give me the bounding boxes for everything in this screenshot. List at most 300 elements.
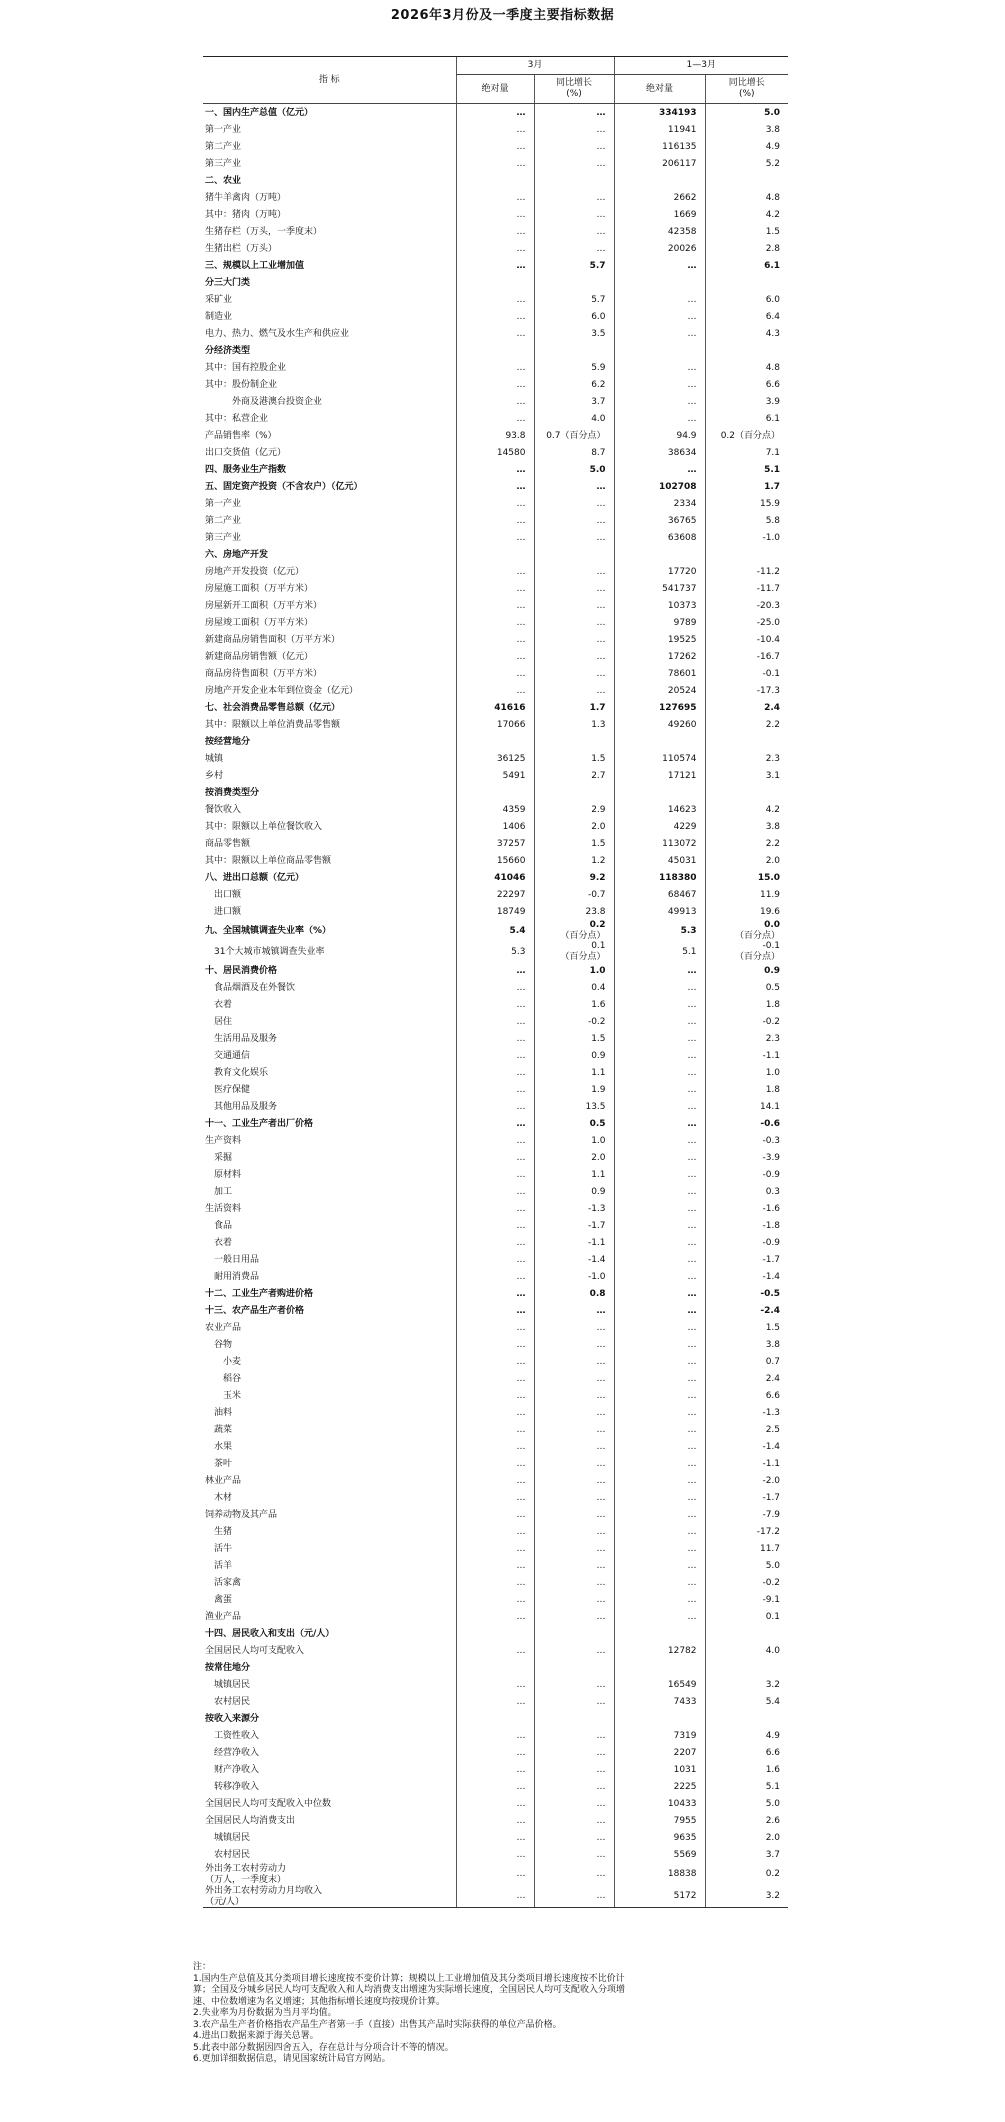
ytd-yoy-cell: -1.6 [705,1200,788,1217]
row-label: 七、社会消费品零售总额（亿元） [205,702,341,713]
row-label: 一般日用品 [205,1254,260,1265]
ytd-absolute-cell: 5172 [614,1885,705,1908]
ytd-yoy-cell: -1.3 [705,1404,788,1421]
table-row [203,1472,788,1489]
ytd-absolute-cell: 20026 [614,240,705,257]
ytd-yoy-cell [705,1710,788,1727]
row-label: 教育文化娱乐 [205,1067,269,1078]
ytd-absolute-cell: … [614,376,705,393]
row-label: 产品销售率（%） [205,430,277,441]
ytd-yoy-cell [705,1659,788,1676]
ytd-absolute-cell: … [614,1234,705,1251]
month-yoy-cell: -1.7 [534,1217,614,1234]
table-row [203,1676,788,1693]
ytd-absolute-cell: 10433 [614,1795,705,1812]
ytd-absolute-cell: 541737 [614,580,705,597]
month-yoy-cell: -1.3 [534,1200,614,1217]
ytd-yoy-cell [705,342,788,359]
row-label: 耐用消费品 [205,1271,260,1282]
ytd-absolute-cell: 7433 [614,1693,705,1710]
table-row [203,1302,788,1319]
ytd-absolute-cell: 113072 [614,835,705,852]
month-yoy-cell: … [534,495,614,512]
ytd-absolute-cell: … [614,1557,705,1574]
month-yoy-cell: … [534,614,614,631]
month-group-header: 3月 [456,57,614,75]
month-absolute-cell: … [456,529,534,546]
ytd-yoy-cell: 2.3 [705,1030,788,1047]
table-row [203,750,788,767]
table-row [203,274,788,291]
row-label: 三、规模以上工业增加值 [205,260,305,271]
month-yoy-cell: … [534,1353,614,1370]
ytd-yoy-cell: 1.5 [705,1319,788,1336]
month-yoy-cell: 1.2 [534,852,614,869]
table-row [203,1166,788,1183]
month-absolute-cell: … [456,206,534,223]
month-yoy-cell: 1.7 [534,699,614,716]
month-absolute-cell: … [456,1115,534,1132]
ytd-yoy-cell: 7.1 [705,444,788,461]
row-label: 采矿业 [205,294,233,305]
table-row [203,1013,788,1030]
footnote-line: 注： [193,1962,212,1972]
ytd-absolute-cell: … [614,1064,705,1081]
month-yoy-cell: 1.1 [534,1166,614,1183]
table-row [203,665,788,682]
month-absolute-cell: … [456,1081,534,1098]
month-absolute-cell: … [456,376,534,393]
ytd-absolute-cell: … [614,1081,705,1098]
month-absolute-cell: … [456,1234,534,1251]
month-yoy-cell [534,1710,614,1727]
month-yoy-cell: … [534,223,614,240]
ytd-yoy-cell: 2.6 [705,1812,788,1829]
ytd-yoy-cell: 4.9 [705,138,788,155]
ytd-absolute-cell: … [614,308,705,325]
month-yoy-cell: 1.9 [534,1081,614,1098]
row-label: 五、固定资产投资（不含农户）（亿元） [205,481,363,492]
ytd-yoy-cell: 0.2 [705,1863,788,1885]
ytd-yoy-cell: -9.1 [705,1591,788,1608]
month-absolute-cell: … [456,291,534,308]
ytd-absolute-cell [614,274,705,291]
ytd-absolute-cell: 102708 [614,478,705,495]
table-row [203,1642,788,1659]
ytd-yoy-cell: 4.2 [705,801,788,818]
ytd-absolute-cell: 110574 [614,750,705,767]
month-absolute-cell: … [456,121,534,138]
month-yoy-cell: … [534,1778,614,1795]
month-yoy-cell: … [534,1812,614,1829]
ytd-absolute-cell: 45031 [614,852,705,869]
month-absolute-cell [456,733,534,750]
month-absolute-cell: … [456,1795,534,1812]
month-yoy-cell: … [534,1608,614,1625]
table-row [203,1353,788,1370]
month-absolute-cell: 5.3 [456,941,534,962]
ytd-yoy-cell: 11.7 [705,1540,788,1557]
ytd-absolute-cell: … [614,1336,705,1353]
ytd-absolute-cell: 78601 [614,665,705,682]
table-row [203,1387,788,1404]
row-label: 医疗保健 [205,1084,251,1095]
table-row [203,1319,788,1336]
month-absolute-cell: 22297 [456,886,534,903]
ytd-absolute-cell: 68467 [614,886,705,903]
table-row [203,1506,788,1523]
month-yoy-cell: … [534,1727,614,1744]
ytd-absolute-cell: … [614,325,705,342]
ytd-absolute-cell: … [614,1200,705,1217]
row-label: 全国居民人均消费支出 [205,1815,296,1826]
month-yoy-cell: … [534,1885,614,1908]
month-yoy-cell: -0.2 [534,1013,614,1030]
ytd-yoy-cell: 4.9 [705,1727,788,1744]
ytd-yoy-cell: 5.0 [705,104,788,122]
table-row [203,1064,788,1081]
table-row [203,189,788,206]
table-row [203,1115,788,1132]
footnote-line: 3.农产品生产者价格指农产品生产者第一手（直接）出售其产品时实际获得的单位产品价格。 [193,2019,562,2030]
month-yoy-cell: 3.7 [534,393,614,410]
table-row [203,1438,788,1455]
row-label: 商品零售额 [205,838,251,849]
table-row [203,767,788,784]
month-yoy-cell: 1.6 [534,996,614,1013]
ytd-absolute-cell: 16549 [614,1676,705,1693]
ytd-absolute-cell: … [614,1404,705,1421]
month-absolute-cell: … [456,1455,534,1472]
ytd-yoy-cell: -0.9 [705,1166,788,1183]
table-row [203,648,788,665]
table-row [203,1608,788,1625]
ytd-yoy-cell: -16.7 [705,648,788,665]
month-absolute-cell: … [456,1166,534,1183]
row-label: 转移净收入 [205,1781,260,1792]
month-absolute-cell: 4359 [456,801,534,818]
ytd-absolute-cell: … [614,996,705,1013]
table-row [203,1710,788,1727]
ytd-yoy-cell: 1.8 [705,1081,788,1098]
ytd-yoy-cell: 11.9 [705,886,788,903]
table-row [203,682,788,699]
row-label: 一、国内生产总值（亿元） [205,107,314,118]
row-label: 进口额 [205,906,242,917]
table-row [203,1744,788,1761]
row-label: 工资性收入 [205,1730,260,1741]
row-label: 二、农业 [205,175,242,186]
ytd-absolute-cell: 2662 [614,189,705,206]
ytd-absolute-cell: … [614,1319,705,1336]
month-yoy-cell: 9.2 [534,869,614,886]
row-label: 其中：猪肉（万吨） [205,209,287,220]
ytd-yoy-cell: 3.7 [705,1846,788,1863]
ytd-yoy-cell: 5.2 [705,155,788,172]
ytd-yoy-cell: -0.9 [705,1234,788,1251]
ytd-yoy-cell: 5.1 [705,461,788,478]
row-label: 出口交货值（亿元） [205,447,287,458]
ytd-yoy-cell: 2.2 [705,716,788,733]
month-absolute-cell: … [456,1319,534,1336]
month-absolute-cell: … [456,1251,534,1268]
month-yoy-cell: … [534,1336,614,1353]
ytd-yoy-cell: 3.8 [705,121,788,138]
ytd-absolute-cell: 2207 [614,1744,705,1761]
ytd-yoy-cell: 2.4 [705,1370,788,1387]
row-label: 十、居民消费价格 [205,965,278,976]
month-absolute-cell [456,1710,534,1727]
table-row [203,1885,788,1908]
month-yoy-cell: 0.7（百分点） [534,427,614,444]
ytd-yoy-cell: -7.9 [705,1506,788,1523]
row-label: 居住 [205,1016,233,1027]
ytd-absolute-cell: … [614,1030,705,1047]
ytd-absolute-cell [614,1659,705,1676]
row-label: 十二、工业生产者购进价格 [205,1288,314,1299]
row-label: 谷物 [205,1339,233,1350]
table-row [203,1795,788,1812]
month-yoy-cell: 0.4 [534,979,614,996]
row-label: 生产资料 [205,1135,242,1146]
month-absolute-cell: 37257 [456,835,534,852]
ytd-yoy-cell: 2.8 [705,240,788,257]
month-yoy-cell: … [534,121,614,138]
row-label: 第一产业 [205,498,242,509]
row-label: 全国居民人均可支配收入中位数 [205,1798,332,1809]
ytd-yoy-cell: 6.1 [705,257,788,274]
ytd-absolute-cell: … [614,393,705,410]
table-row [203,979,788,996]
footnote-line: 6.更加详细数据信息，请见国家统计局官方网站。 [193,2054,391,2064]
month-absolute-cell [456,172,534,189]
ytd-absolute-cell: … [614,1047,705,1064]
ytd-yoy-cell: 6.6 [705,376,788,393]
row-label: 房地产开发企业本年到位资金（亿元） [205,685,359,696]
month-absolute-cell: 36125 [456,750,534,767]
row-label: 分经济类型 [205,345,251,356]
ytd-absolute-cell: 1031 [614,1761,705,1778]
ytd-absolute-cell: 10373 [614,597,705,614]
row-label: 六、房地产开发 [205,549,269,560]
month-yoy-cell: 6.0 [534,308,614,325]
table-row [203,1200,788,1217]
month-absolute-cell: … [456,1353,534,1370]
footnote-line: 速、中位数增速为名义增速；其他指标增长速度均按现价计算。 [193,1996,446,2007]
table-row [203,1268,788,1285]
ytd-yoy-cell: 1.5 [705,223,788,240]
table-row [203,223,788,240]
month-absolute-cell: … [456,1591,534,1608]
month-absolute-cell: … [456,665,534,682]
row-label: 财产净收入 [205,1764,260,1775]
month-absolute-cell [456,1625,534,1642]
month-yoy-cell: … [534,138,614,155]
row-label: 玉米 [205,1390,242,1401]
ytd-absolute-cell: … [614,1472,705,1489]
row-label: 其中：国有控股企业 [205,362,287,373]
ytd-absolute-cell [614,342,705,359]
ytd-yoy-cell: 6.6 [705,1744,788,1761]
row-label: 十三、农产品生产者价格 [205,1305,305,1316]
ytd-absolute-cell: … [614,1251,705,1268]
ytd-absolute-cell: … [614,1115,705,1132]
ytd-absolute-cell [614,1710,705,1727]
month-absolute-cell: … [456,1540,534,1557]
ytd-absolute-cell: 116135 [614,138,705,155]
ytd-absolute-cell: 19525 [614,631,705,648]
month-absolute-cell: 93.8 [456,427,534,444]
ytd-absolute-cell: … [614,1183,705,1200]
ytd-absolute-cell: … [614,1608,705,1625]
row-label: 其他用品及服务 [205,1101,278,1112]
row-label: 活羊 [205,1560,233,1571]
ytd-yoy-cell: 2.2 [705,835,788,852]
month-absolute-cell: 5.4 [456,920,534,941]
table-row [203,1591,788,1608]
ytd-yoy-cell [705,274,788,291]
ytd-yoy-cell: -0.2 [705,1574,788,1591]
month-yoy-cell: … [534,631,614,648]
ytd-yoy-cell: -17.3 [705,682,788,699]
month-yoy-cell: … [534,1455,614,1472]
month-yoy-cell: … [534,665,614,682]
month-yoy-cell [534,1659,614,1676]
month-yoy-cell: … [534,529,614,546]
ytd-yoy-cell: 3.1 [705,767,788,784]
ytd-yoy-cell: 1.7 [705,478,788,495]
table-row [203,1812,788,1829]
ytd-absolute-cell: 36765 [614,512,705,529]
table-row [203,546,788,563]
month-yoy-header: 同比增长 (%) [534,75,614,104]
month-absolute-cell: … [456,104,534,122]
ytd-absolute-cell: 17720 [614,563,705,580]
month-absolute-cell: 41616 [456,699,534,716]
row-label: 城镇居民 [205,1679,251,1690]
ytd-absolute-cell: 49913 [614,903,705,920]
row-label: 第二产业 [205,141,242,152]
row-label: 衣着 [205,999,233,1010]
row-label: 经营净收入 [205,1747,260,1758]
ytd-yoy-cell: 0.1 [705,1608,788,1625]
ytd-yoy-cell: -1.8 [705,1217,788,1234]
month-yoy-cell: 1.5 [534,750,614,767]
row-label: 第一产业 [205,124,242,135]
ytd-yoy-cell: 0.2（百分点） [705,427,788,444]
month-absolute-cell: … [456,1200,534,1217]
row-label: 电力、热力、燃气及水生产和供应业 [205,328,350,339]
month-absolute-cell [456,784,534,801]
row-label: 31个大城市城镇调查失业率 [205,946,325,957]
ytd-absolute-cell: 5.3 [614,920,705,941]
footnotes [193,1962,793,2066]
ytd-absolute-cell: 49260 [614,716,705,733]
indicators-table [203,56,788,1908]
month-absolute-cell: … [456,155,534,172]
month-absolute-cell: … [456,1574,534,1591]
ytd-yoy-cell: 6.1 [705,410,788,427]
month-yoy-cell: … [534,1761,614,1778]
table-row [203,121,788,138]
ytd-yoy-cell: 5.4 [705,1693,788,1710]
ytd-absolute-cell: … [614,1438,705,1455]
table-row [203,1659,788,1676]
month-absolute-cell: … [456,240,534,257]
row-label: 稻谷 [205,1373,242,1384]
table-row [203,1370,788,1387]
ytd-yoy-cell: 3.2 [705,1676,788,1693]
month-absolute-cell: … [456,1778,534,1795]
month-yoy-cell: … [534,1370,614,1387]
month-absolute-cell: … [456,1608,534,1625]
month-yoy-cell: … [534,1489,614,1506]
row-label: 原材料 [205,1169,242,1180]
ytd-yoy-header: 同比增长 (%) [705,75,788,104]
row-label: 食品 [205,1220,233,1231]
ytd-absolute-cell: … [614,962,705,979]
month-absolute-cell: … [456,1829,534,1846]
ytd-absolute-cell: … [614,1217,705,1234]
table-row [203,941,788,962]
ytd-yoy-cell: -0.5 [705,1285,788,1302]
ytd-absolute-cell: 2225 [614,1778,705,1795]
ytd-absolute-cell: … [614,461,705,478]
ytd-absolute-cell: … [614,257,705,274]
month-absolute-cell [456,1659,534,1676]
month-absolute-cell: 1406 [456,818,534,835]
row-label: 禽蛋 [205,1594,233,1605]
month-absolute-cell: … [456,1846,534,1863]
table-row [203,1030,788,1047]
month-yoy-cell: … [534,648,614,665]
month-absolute-header: 绝对量 [456,75,534,104]
table-row [203,563,788,580]
table-row [203,784,788,801]
ytd-yoy-cell: -2.0 [705,1472,788,1489]
ytd-yoy-cell: -1.7 [705,1489,788,1506]
table-row [203,1540,788,1557]
ytd-yoy-cell: -1.7 [705,1251,788,1268]
ytd-yoy-cell [705,733,788,750]
row-label: 全国居民人均可支配收入 [205,1645,305,1656]
month-absolute-cell [456,342,534,359]
month-absolute-cell: … [456,461,534,478]
ytd-yoy-cell: 0.7 [705,1353,788,1370]
month-yoy-cell: … [534,1404,614,1421]
month-absolute-cell: … [456,597,534,614]
month-absolute-cell: … [456,1098,534,1115]
table-row [203,1217,788,1234]
row-label: 其中：私营企业 [205,413,269,424]
ytd-yoy-cell: 4.8 [705,359,788,376]
month-absolute-cell: … [456,359,534,376]
footnote-line: 2.失业率为月份数据为当月平均值。 [193,2008,337,2018]
ytd-absolute-cell: 17262 [614,648,705,665]
month-absolute-cell: 17066 [456,716,534,733]
table-row [203,512,788,529]
table-row [203,1727,788,1744]
ytd-absolute-cell [614,546,705,563]
ytd-yoy-cell: 4.8 [705,189,788,206]
ytd-absolute-cell: … [614,1523,705,1540]
ytd-yoy-cell: -1.1 [705,1455,788,1472]
ytd-yoy-cell [705,546,788,563]
ytd-yoy-cell: 5.0 [705,1795,788,1812]
row-label: 水果 [205,1441,233,1452]
row-label: 九、全国城镇调查失业率（%） [205,925,332,936]
ytd-yoy-cell: 14.1 [705,1098,788,1115]
